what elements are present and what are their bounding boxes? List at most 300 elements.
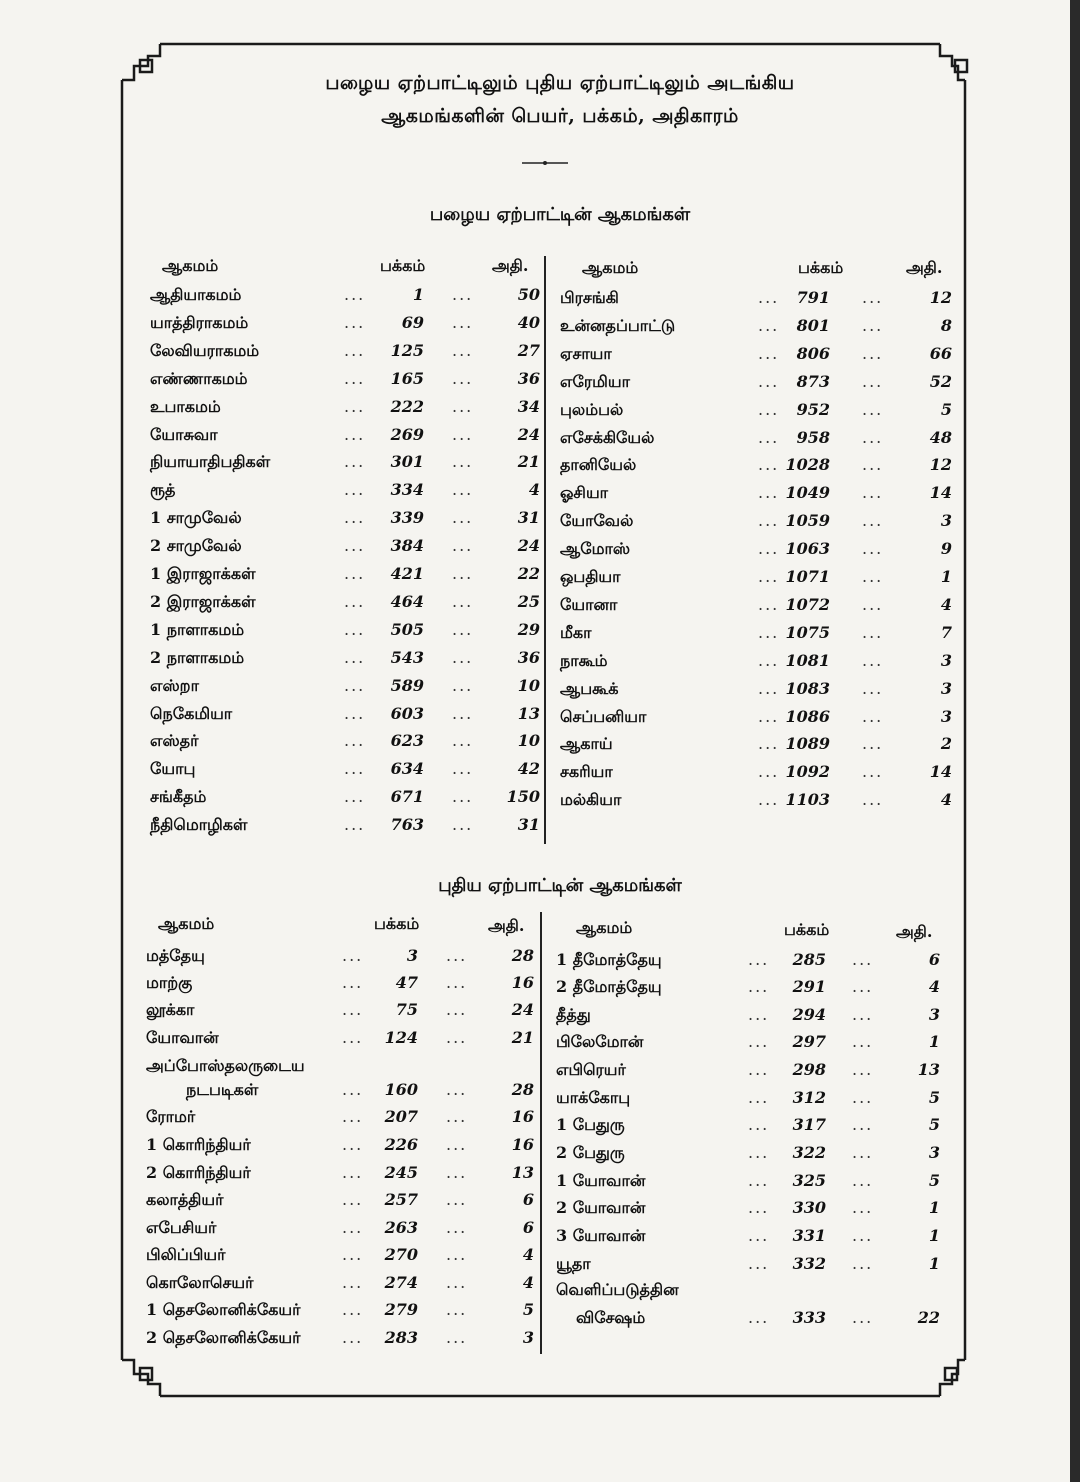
leader-dots: ... <box>344 424 366 444</box>
old-right-row <box>0 483 1080 511</box>
chapter-count: 25 <box>517 591 540 611</box>
book-name: 2 இராஜாக்கள் <box>150 591 256 611</box>
old-testament-heading: பழைய ஏற்பாட்டின் ஆகமங்கள் <box>429 204 691 225</box>
chapter-count: 24 <box>517 424 540 444</box>
page-number: 270 <box>384 1245 418 1264</box>
chapter-count: 36 <box>517 647 540 667</box>
old-right-row <box>0 651 1080 679</box>
book-name: அப்போஸ்தலருடைய <box>146 1056 305 1075</box>
book-name: பிலிப்பியர் <box>146 1245 226 1264</box>
page-number: 312 <box>792 1088 826 1107</box>
leader-dots: ... <box>758 734 780 754</box>
book-name: 2 தெசலோனிக்கேயர் <box>146 1328 301 1347</box>
book-name: ஒபதியா <box>560 567 621 586</box>
leader-dots: ... <box>852 1143 874 1162</box>
book-name: லேவியராகமம் <box>150 340 260 360</box>
book-name: யோபு <box>150 759 196 779</box>
page-number: 1086 <box>785 706 830 726</box>
page-number: 47 <box>395 973 418 992</box>
leader-dots: ... <box>862 706 884 726</box>
old-header-page-right: பக்கம் <box>798 258 844 277</box>
book-name: 1 யோவான் <box>556 1171 646 1190</box>
leader-dots: ... <box>852 1060 874 1079</box>
leader-dots: ... <box>748 1088 770 1107</box>
new-header-book: ஆகமம் <box>158 914 215 933</box>
leader-dots: ... <box>862 511 884 531</box>
book-name: 3 யோவான் <box>556 1226 646 1245</box>
page-number: 1103 <box>785 790 830 810</box>
old-right-row <box>0 428 1080 456</box>
leader-dots: ... <box>758 539 780 559</box>
book-name: 1 பேதுரு <box>556 1115 625 1134</box>
leader-dots: ... <box>758 622 780 642</box>
page-number: 334 <box>390 480 424 500</box>
chapter-count: 5 <box>928 1088 940 1107</box>
chapter-count: 13 <box>517 703 540 723</box>
chapter-count: 10 <box>517 675 540 695</box>
chapter-count: 3 <box>940 650 952 670</box>
book-name: 2 சாமுவேல் <box>150 536 242 556</box>
chapter-count: 1 <box>928 1032 940 1051</box>
old-right-row <box>0 762 1080 790</box>
book-name: உபாகமம் <box>150 396 221 416</box>
leader-dots: ... <box>862 762 884 782</box>
leader-dots: ... <box>342 1245 364 1264</box>
old-right-row <box>0 455 1080 483</box>
leader-dots: ... <box>852 1308 874 1327</box>
leader-dots: ... <box>342 973 364 992</box>
leader-dots: ... <box>452 675 474 695</box>
leader-dots: ... <box>344 312 366 332</box>
leader-dots: ... <box>862 678 884 698</box>
page-number: 3 <box>406 946 418 965</box>
leader-dots: ... <box>446 1000 468 1019</box>
chapter-count: 3 <box>928 1005 940 1024</box>
leader-dots: ... <box>748 1198 770 1217</box>
book-name: நடபடிகள் <box>186 1080 259 1099</box>
book-name: புலம்பல் <box>560 399 624 419</box>
old-header-book-right: ஆகமம் <box>582 258 639 277</box>
book-name: விசேஷம் <box>576 1308 646 1327</box>
leader-dots: ... <box>344 675 366 695</box>
page-number: 69 <box>401 312 424 332</box>
page-number: 791 <box>796 288 830 307</box>
leader-dots: ... <box>748 1254 770 1273</box>
leader-dots: ... <box>852 1254 874 1273</box>
old-right-row <box>0 707 1080 735</box>
page-number: 421 <box>390 564 424 583</box>
leader-dots: ... <box>862 650 884 670</box>
chapter-count: 4 <box>940 594 952 614</box>
book-name: பிரசங்கி <box>560 288 619 307</box>
page-number: 543 <box>390 647 424 667</box>
leader-dots: ... <box>862 594 884 614</box>
leader-dots: ... <box>452 508 474 528</box>
leader-dots: ... <box>344 396 366 416</box>
chapter-count: 2 <box>940 734 952 754</box>
leader-dots: ... <box>446 1328 468 1347</box>
leader-dots: ... <box>446 973 468 992</box>
book-name: ஆகாய் <box>560 734 613 754</box>
page-number: 589 <box>390 675 424 695</box>
chapter-count: 28 <box>511 946 534 965</box>
book-name: வெளிப்படுத்தின <box>556 1280 679 1299</box>
chapter-count: 27 <box>517 340 540 360</box>
leader-dots: ... <box>758 706 780 726</box>
new-testament-heading: புதிய ஏற்பாட்டின் ஆகமங்கள் <box>438 875 682 896</box>
leader-dots: ... <box>758 594 780 614</box>
page-number: 325 <box>792 1171 826 1190</box>
chapter-count: 34 <box>517 396 540 416</box>
book-name: மாற்கு <box>146 973 193 992</box>
chapter-count: 5 <box>928 1171 940 1190</box>
page-number: 298 <box>792 1060 826 1079</box>
book-name: ரோமர் <box>146 1107 196 1126</box>
book-name: யூதா <box>556 1254 591 1273</box>
page-number: 257 <box>384 1190 418 1209</box>
leader-dots: ... <box>758 650 780 670</box>
chapter-count: 3 <box>522 1328 534 1347</box>
page-number: 464 <box>390 591 424 611</box>
leader-dots: ... <box>862 790 884 810</box>
chapter-count: 150 <box>506 787 540 807</box>
book-name: யாத்திராகமம் <box>150 312 249 332</box>
chapter-count: 31 <box>517 508 540 528</box>
book-name: யோவேல் <box>560 511 634 531</box>
book-name: எரேமியா <box>560 371 630 391</box>
chapter-count: 14 <box>929 483 952 503</box>
leader-dots: ... <box>852 1088 874 1107</box>
book-name: எசேக்கியேல் <box>560 427 655 447</box>
chapter-count: 28 <box>511 1080 534 1099</box>
leader-dots: ... <box>862 734 884 754</box>
chapter-count: 31 <box>517 815 540 835</box>
leader-dots: ... <box>862 371 884 391</box>
page-number: 317 <box>792 1115 826 1134</box>
leader-dots: ... <box>344 703 366 723</box>
book-name: நாகூம் <box>560 650 608 670</box>
page-number: 160 <box>384 1080 418 1099</box>
chapter-count: 48 <box>929 427 952 447</box>
leader-dots: ... <box>758 678 780 698</box>
leader-dots: ... <box>452 396 474 416</box>
book-name: 2 கொரிந்தியர் <box>146 1163 251 1182</box>
page-number: 1071 <box>785 567 830 586</box>
book-name: 2 தீமோத்தேயு <box>556 977 662 996</box>
leader-dots: ... <box>758 790 780 810</box>
book-name: யோனா <box>560 594 618 614</box>
leader-dots: ... <box>452 285 474 304</box>
chapter-count: 1 <box>940 567 952 586</box>
page-number: 806 <box>796 343 830 363</box>
leader-dots: ... <box>852 1171 874 1190</box>
old-right-row <box>0 623 1080 651</box>
leader-dots: ... <box>852 1032 874 1051</box>
book-name: 2 யோவான் <box>556 1198 646 1217</box>
leader-dots: ... <box>446 1028 468 1047</box>
leader-dots: ... <box>748 1060 770 1079</box>
leader-dots: ... <box>342 1190 364 1209</box>
page-number: 1083 <box>785 678 830 698</box>
leader-dots: ... <box>342 1163 364 1182</box>
book-name: 2 பேதுரு <box>556 1143 625 1162</box>
old-right-row <box>0 511 1080 539</box>
leader-dots: ... <box>452 424 474 444</box>
page-number: 801 <box>796 315 830 335</box>
leader-dots: ... <box>452 647 474 667</box>
chapter-count: 4 <box>940 790 952 810</box>
old-right-row <box>0 288 1080 316</box>
new-header-chapters-right: அதி. <box>896 922 933 941</box>
leader-dots: ... <box>344 647 366 667</box>
book-name: ஆமோஸ் <box>560 539 631 559</box>
leader-dots: ... <box>342 1135 364 1154</box>
old-header-chapters: அதி. <box>492 256 529 275</box>
page-number: 330 <box>792 1198 826 1217</box>
leader-dots: ... <box>758 427 780 447</box>
leader-dots: ... <box>758 455 780 475</box>
leader-dots: ... <box>758 762 780 782</box>
leader-dots: ... <box>452 619 474 639</box>
leader-dots: ... <box>862 483 884 503</box>
leader-dots: ... <box>446 1190 468 1209</box>
old-right-row <box>0 539 1080 567</box>
leader-dots: ... <box>344 285 366 304</box>
book-name: நீதிமொழிகள் <box>150 815 248 835</box>
page-number: 124 <box>384 1028 418 1047</box>
page-number: 279 <box>384 1300 418 1319</box>
page-number: 763 <box>390 815 424 835</box>
leader-dots: ... <box>344 591 366 611</box>
chapter-count: 22 <box>517 564 540 583</box>
leader-dots: ... <box>748 950 770 969</box>
book-name: சகரியா <box>560 762 613 782</box>
chapter-count: 52 <box>929 371 952 391</box>
leader-dots: ... <box>452 340 474 360</box>
leader-dots: ... <box>344 619 366 639</box>
leader-dots: ... <box>852 1005 874 1024</box>
book-name: மல்கியா <box>560 790 622 810</box>
leader-dots: ... <box>748 977 770 996</box>
page-number: 1059 <box>785 511 830 531</box>
page-title-line1: பழைய ஏற்பாட்டிலும் புதிய ஏற்பாட்டிலும் அடங்கிய <box>325 72 795 94</box>
leader-dots: ... <box>344 731 366 751</box>
page-number: 1028 <box>785 455 830 475</box>
leader-dots: ... <box>344 787 366 807</box>
divider-ornament <box>520 160 570 166</box>
leader-dots: ... <box>852 950 874 969</box>
book-name: 1 தெசலோனிக்கேயர் <box>146 1300 301 1319</box>
chapter-count: 1 <box>928 1254 940 1273</box>
page-number: 952 <box>796 399 830 419</box>
book-name: 1 சாமுவேல் <box>150 508 242 528</box>
leader-dots: ... <box>452 787 474 807</box>
chapter-count: 24 <box>517 536 540 556</box>
book-name: ஓசியா <box>560 483 609 503</box>
old-right-row <box>0 679 1080 707</box>
book-name: எபேசியர் <box>146 1218 217 1237</box>
chapter-count: 36 <box>517 368 540 388</box>
book-name: யோசுவா <box>150 424 218 444</box>
page-number: 332 <box>792 1254 826 1273</box>
old-right-row <box>0 734 1080 762</box>
book-name: எஸ்றா <box>150 675 199 695</box>
leader-dots: ... <box>452 591 474 611</box>
book-name: மீகா <box>560 622 592 642</box>
chapter-count: 13 <box>511 1163 534 1182</box>
page-title-line2: ஆகமங்களின் பெயர், பக்கம், அதிகாரம் <box>381 105 739 127</box>
leader-dots: ... <box>748 1143 770 1162</box>
leader-dots: ... <box>862 315 884 335</box>
chapter-count: 29 <box>517 619 540 639</box>
chapter-count: 12 <box>929 455 952 475</box>
book-name: எபிரெயர் <box>556 1060 626 1079</box>
page-number: 623 <box>390 731 424 751</box>
book-name: ஆபகூக் <box>560 678 619 698</box>
book-name: 1 நாளாகமம் <box>150 619 245 639</box>
leader-dots: ... <box>748 1226 770 1245</box>
leader-dots: ... <box>342 1000 364 1019</box>
leader-dots: ... <box>758 371 780 391</box>
chapter-count: 16 <box>511 1107 534 1126</box>
leader-dots: ... <box>344 368 366 388</box>
old-right-row <box>0 595 1080 623</box>
old-right-row <box>0 567 1080 595</box>
page-number: 1075 <box>785 622 830 642</box>
chapter-count: 5 <box>928 1115 940 1134</box>
book-name: 1 இராஜாக்கள் <box>150 564 256 583</box>
page-number: 269 <box>390 424 424 444</box>
page-number: 603 <box>390 703 424 723</box>
old-right-row <box>0 790 1080 818</box>
new-header-page: பக்கம் <box>374 914 420 933</box>
page-number: 125 <box>390 340 424 360</box>
chapter-count: 4 <box>522 1273 534 1292</box>
page-number: 1092 <box>785 762 830 782</box>
leader-dots: ... <box>342 1028 364 1047</box>
old-right-row <box>0 400 1080 428</box>
leader-dots: ... <box>862 427 884 447</box>
leader-dots: ... <box>748 1005 770 1024</box>
leader-dots: ... <box>748 1308 770 1327</box>
page-number: 333 <box>792 1308 826 1327</box>
chapter-count: 7 <box>940 622 952 642</box>
leader-dots: ... <box>344 508 366 528</box>
chapter-count: 40 <box>517 312 540 332</box>
leader-dots: ... <box>446 1163 468 1182</box>
book-name: ஆதியாகமம் <box>150 285 242 304</box>
old-header-chapters-right: அதி. <box>906 258 943 277</box>
chapter-count: 1 <box>928 1226 940 1245</box>
column-divider <box>540 912 542 1354</box>
leader-dots: ... <box>446 1245 468 1264</box>
leader-dots: ... <box>452 312 474 332</box>
leader-dots: ... <box>452 564 474 583</box>
chapter-count: 13 <box>917 1060 940 1079</box>
chapter-count: 6 <box>522 1190 534 1209</box>
chapter-count: 22 <box>917 1308 940 1327</box>
old-right-row <box>0 372 1080 400</box>
page-number: 1089 <box>785 734 830 754</box>
leader-dots: ... <box>452 703 474 723</box>
leader-dots: ... <box>862 567 884 586</box>
book-name: செப்பனியா <box>560 706 647 726</box>
page-number: 294 <box>792 1005 826 1024</box>
chapter-count: 12 <box>929 288 952 307</box>
chapter-count: 5 <box>522 1300 534 1319</box>
leader-dots: ... <box>452 368 474 388</box>
book-name: மத்தேயு <box>146 946 205 965</box>
leader-dots: ... <box>446 1135 468 1154</box>
leader-dots: ... <box>342 1107 364 1126</box>
page-number: 331 <box>792 1226 826 1245</box>
old-header-book: ஆகமம் <box>162 256 219 275</box>
leader-dots: ... <box>342 1328 364 1347</box>
column-divider <box>544 256 546 844</box>
new-header-chapters: அதி. <box>488 916 525 935</box>
chapter-count: 5 <box>940 399 952 419</box>
chapter-count: 10 <box>517 731 540 751</box>
leader-dots: ... <box>758 315 780 335</box>
leader-dots: ... <box>758 343 780 363</box>
page-number: 339 <box>390 508 424 528</box>
new-header-page-right: பக்கம் <box>784 920 830 939</box>
page-number: 634 <box>390 759 424 779</box>
leader-dots: ... <box>342 1080 364 1099</box>
page-number: 671 <box>390 787 424 807</box>
book-name: 1 தீமோத்தேயு <box>556 950 662 969</box>
page-number: 274 <box>384 1273 418 1292</box>
leader-dots: ... <box>452 731 474 751</box>
leader-dots: ... <box>862 622 884 642</box>
page-number: 285 <box>792 950 826 969</box>
book-name: உன்னதப்பாட்டு <box>560 315 676 335</box>
leader-dots: ... <box>446 946 468 965</box>
leader-dots: ... <box>758 567 780 586</box>
book-name: 2 நாளாகமம் <box>150 647 245 667</box>
page-number: 245 <box>384 1163 418 1182</box>
leader-dots: ... <box>748 1115 770 1134</box>
leader-dots: ... <box>344 759 366 779</box>
old-header-page: பக்கம் <box>380 256 426 275</box>
leader-dots: ... <box>452 536 474 556</box>
old-left-row <box>0 815 1080 843</box>
page-number: 207 <box>384 1107 418 1126</box>
book-name: எண்ணாகமம் <box>150 368 248 388</box>
page-number: 263 <box>384 1218 418 1237</box>
chapter-count: 4 <box>528 480 540 500</box>
new-header-book-right: ஆகமம் <box>576 918 633 937</box>
book-name: தானியேல் <box>560 455 637 475</box>
leader-dots: ... <box>344 480 366 500</box>
chapter-count: 16 <box>511 1135 534 1154</box>
leader-dots: ... <box>446 1273 468 1292</box>
leader-dots: ... <box>852 1226 874 1245</box>
book-name: ரூத் <box>150 480 176 500</box>
chapter-count: 16 <box>511 973 534 992</box>
leader-dots: ... <box>852 1115 874 1134</box>
leader-dots: ... <box>446 1300 468 1319</box>
page-number: 226 <box>384 1135 418 1154</box>
chapter-count: 4 <box>522 1245 534 1264</box>
page-number: 165 <box>390 368 424 388</box>
page-number: 505 <box>390 619 424 639</box>
leader-dots: ... <box>852 1198 874 1217</box>
leader-dots: ... <box>748 1171 770 1190</box>
chapter-count: 9 <box>940 539 952 559</box>
leader-dots: ... <box>862 399 884 419</box>
book-name: நெகேமியா <box>150 703 233 723</box>
